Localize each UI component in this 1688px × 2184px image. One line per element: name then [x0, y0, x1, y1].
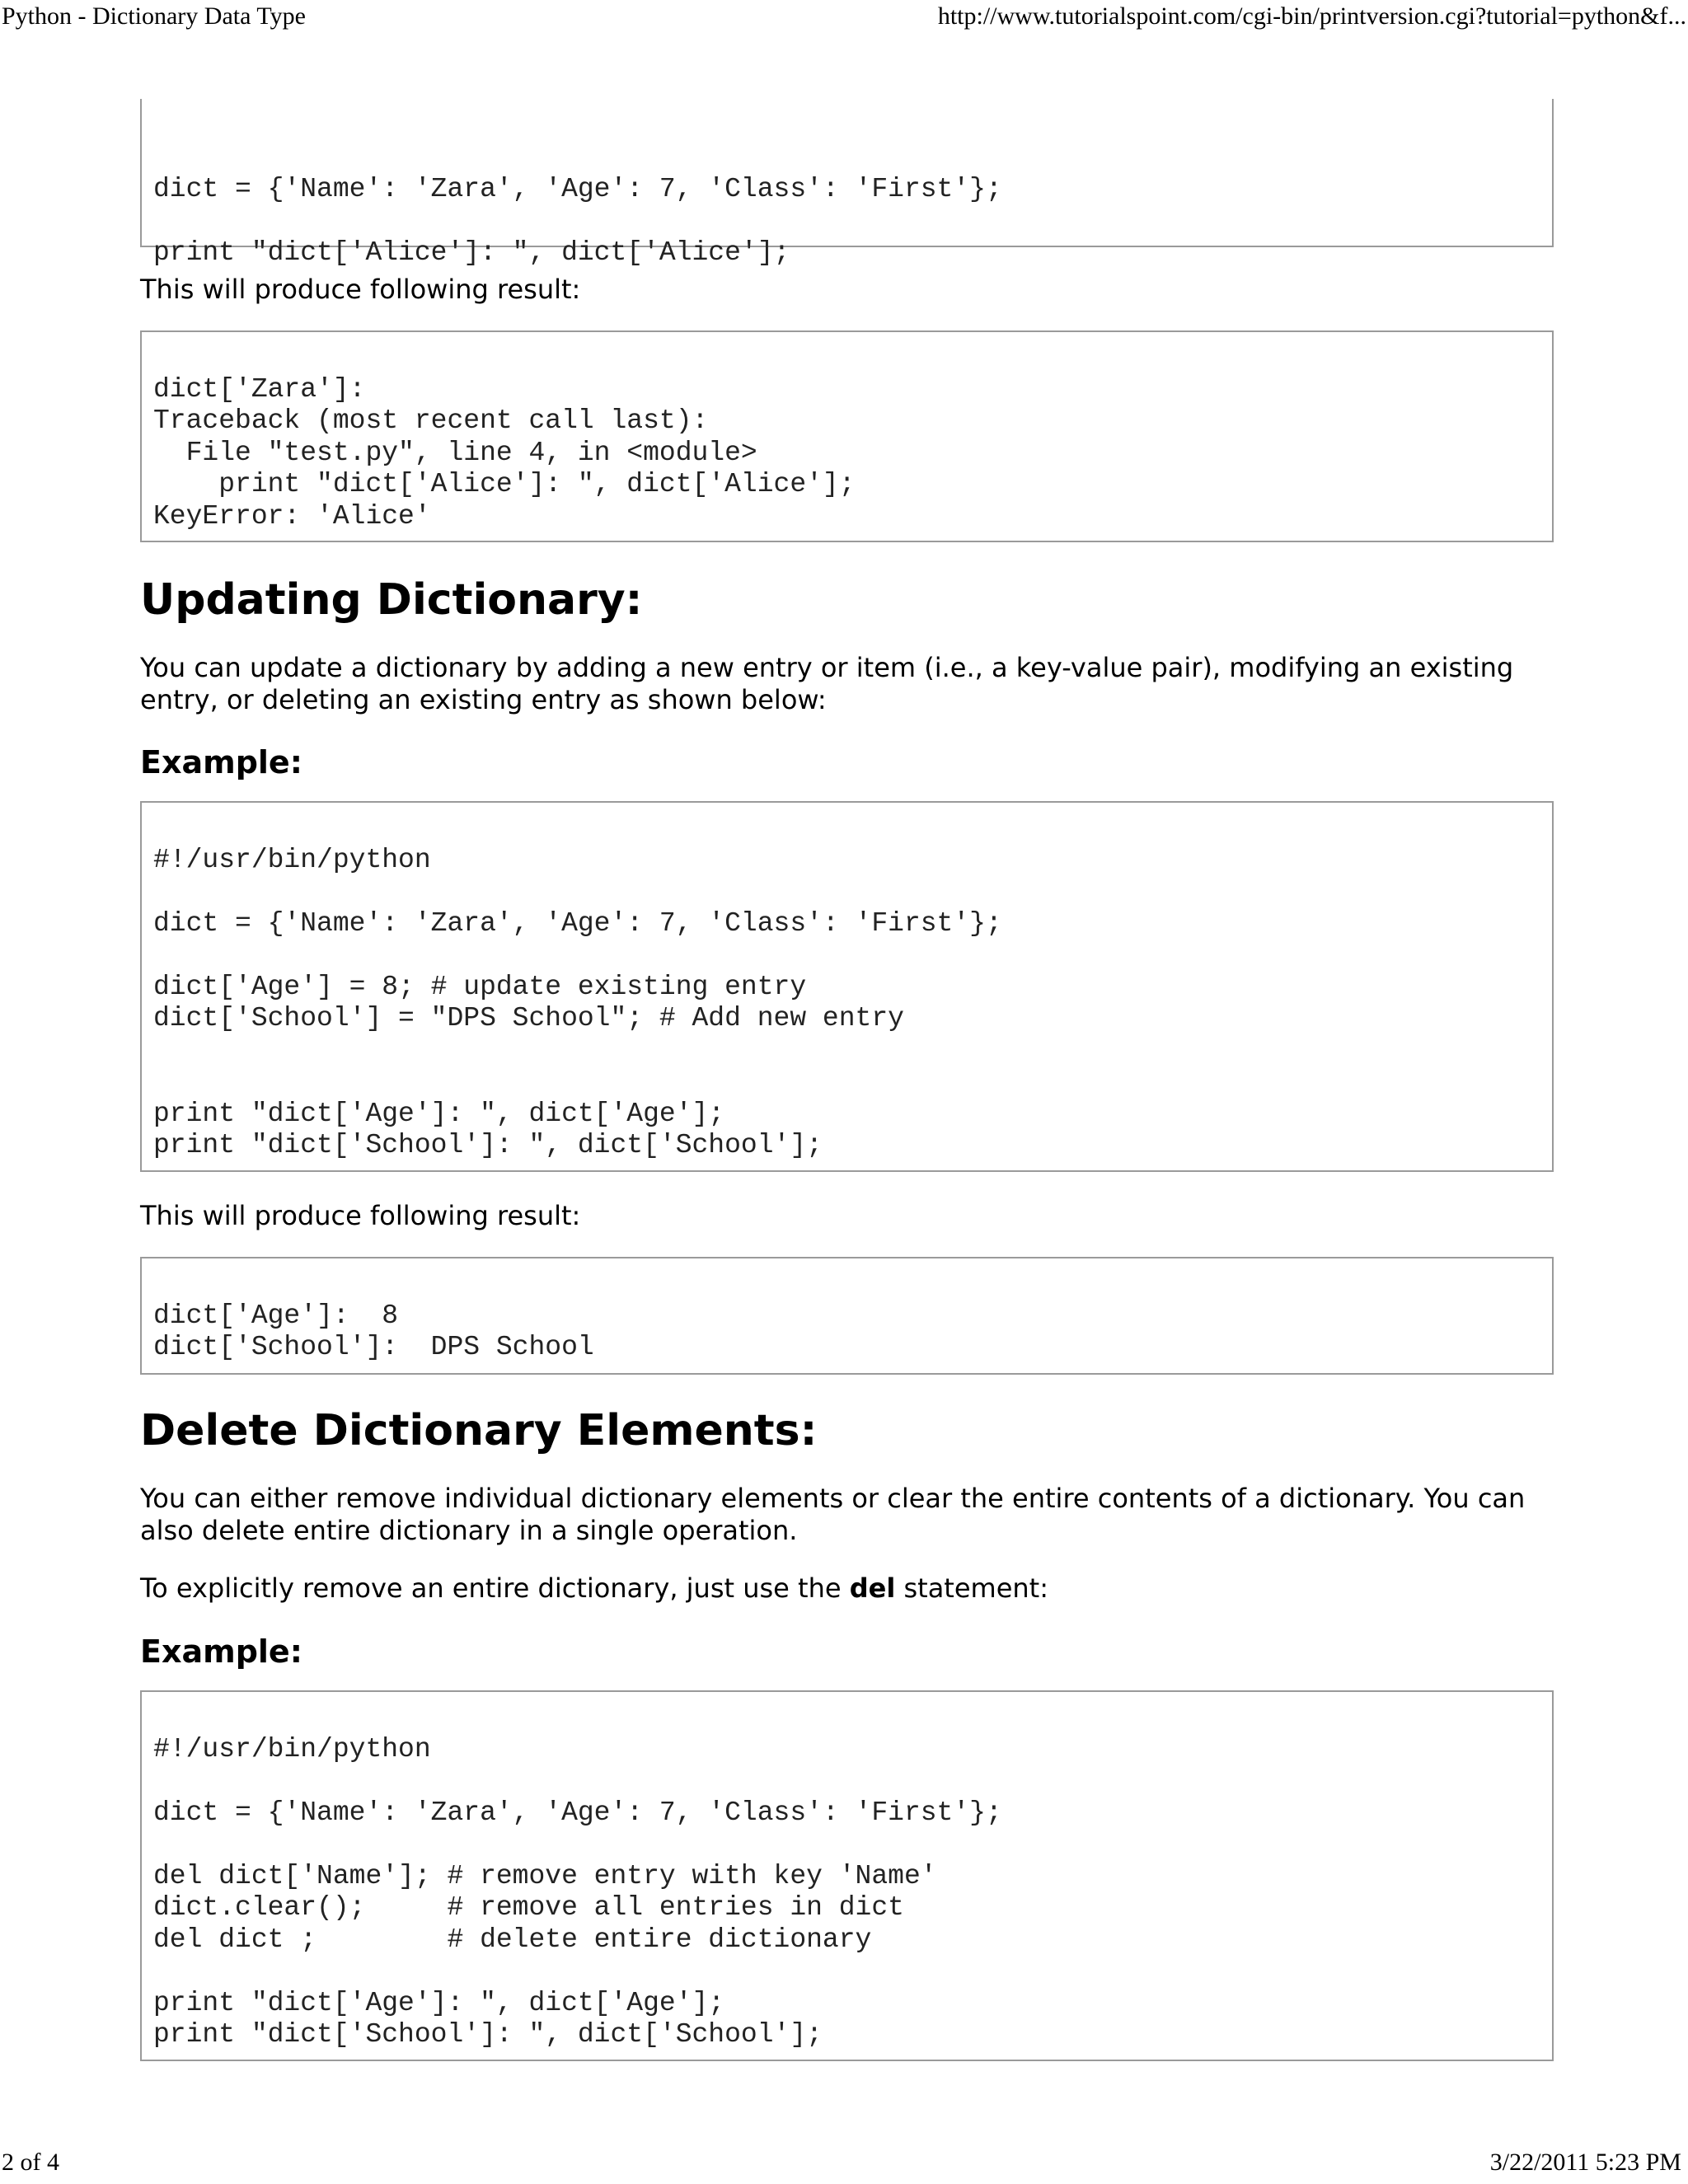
code-block-update: #!/usr/bin/python dict = {'Name': 'Zara', 'Age': 7, 'Class': 'First'}; dict['Age'] = 8; # update existing entry dict['School'] = "DPS School"; # Add new entry print "dict['Age']: ", dict['Age']; print "dict['School']: ", dict['School'];: [140, 801, 1554, 1172]
code-block-dict-alice: dict = {'Name': 'Zara', 'Age': 7, 'Class': 'First'}; print "dict['Alice']: ", dict['Alice'];: [140, 99, 1554, 247]
print-footer-page-number: 2 of 4: [2, 2149, 59, 2176]
result-intro-1: This will produce following result:: [140, 274, 581, 305]
result-intro-2: This will produce following result:: [140, 1200, 581, 1231]
code-block-delete: #!/usr/bin/python dict = {'Name': 'Zara', 'Age': 7, 'Class': 'First'}; del dict['Name']; # remove entry with key 'Name' dict.clear(); # remove all entries in dict del dict ; # delete entire dictionary print "dict['Age']: ", dict['Age']; print "dict['School']: ", dict['School'];: [140, 1690, 1554, 2061]
del-statement-sentence: [140, 1572, 1554, 1605]
example-label-delete: Example:: [140, 1633, 302, 1670]
delete-paragraph: You can either remove individual dictionary elements or clear the entire contents of a dictionary. You can also delete entire dictionary in a single operation.: [140, 1483, 1526, 1546]
print-footer-timestamp: 3/22/2011 5:23 PM: [1489, 2149, 1681, 2176]
heading-delete-elements: Delete Dictionary Elements:: [140, 1406, 818, 1455]
del-sentence-before: To explicitly remove an entire dictionary, just use the: [140, 1572, 850, 1604]
print-header-url: http://www.tutorialspoint.com/cgi-bin/printversion.cgi?tutorial=python&f...: [937, 2, 1686, 30]
del-keyword: del: [849, 1572, 896, 1604]
print-header-title: Python - Dictionary Data Type: [2, 2, 306, 30]
del-sentence-after: statement:: [895, 1572, 1048, 1604]
updating-paragraph: You can update a dictionary by adding a new entry or item (i.e., a key-value pair), modifying an existing entry, or deleting an existing entry as shown below:: [140, 652, 1514, 715]
heading-updating-dictionary: Updating Dictionary:: [140, 575, 643, 625]
example-label-update: Example:: [140, 744, 302, 780]
output-block-keyerror: dict['Zara']: Traceback (most recent call last): File "test.py", line 4, in <module> print "dict['Alice']: ", dict['Alice']; KeyError: 'Alice': [140, 330, 1554, 542]
output-block-update: dict['Age']: 8 dict['School']: DPS School: [140, 1257, 1554, 1375]
